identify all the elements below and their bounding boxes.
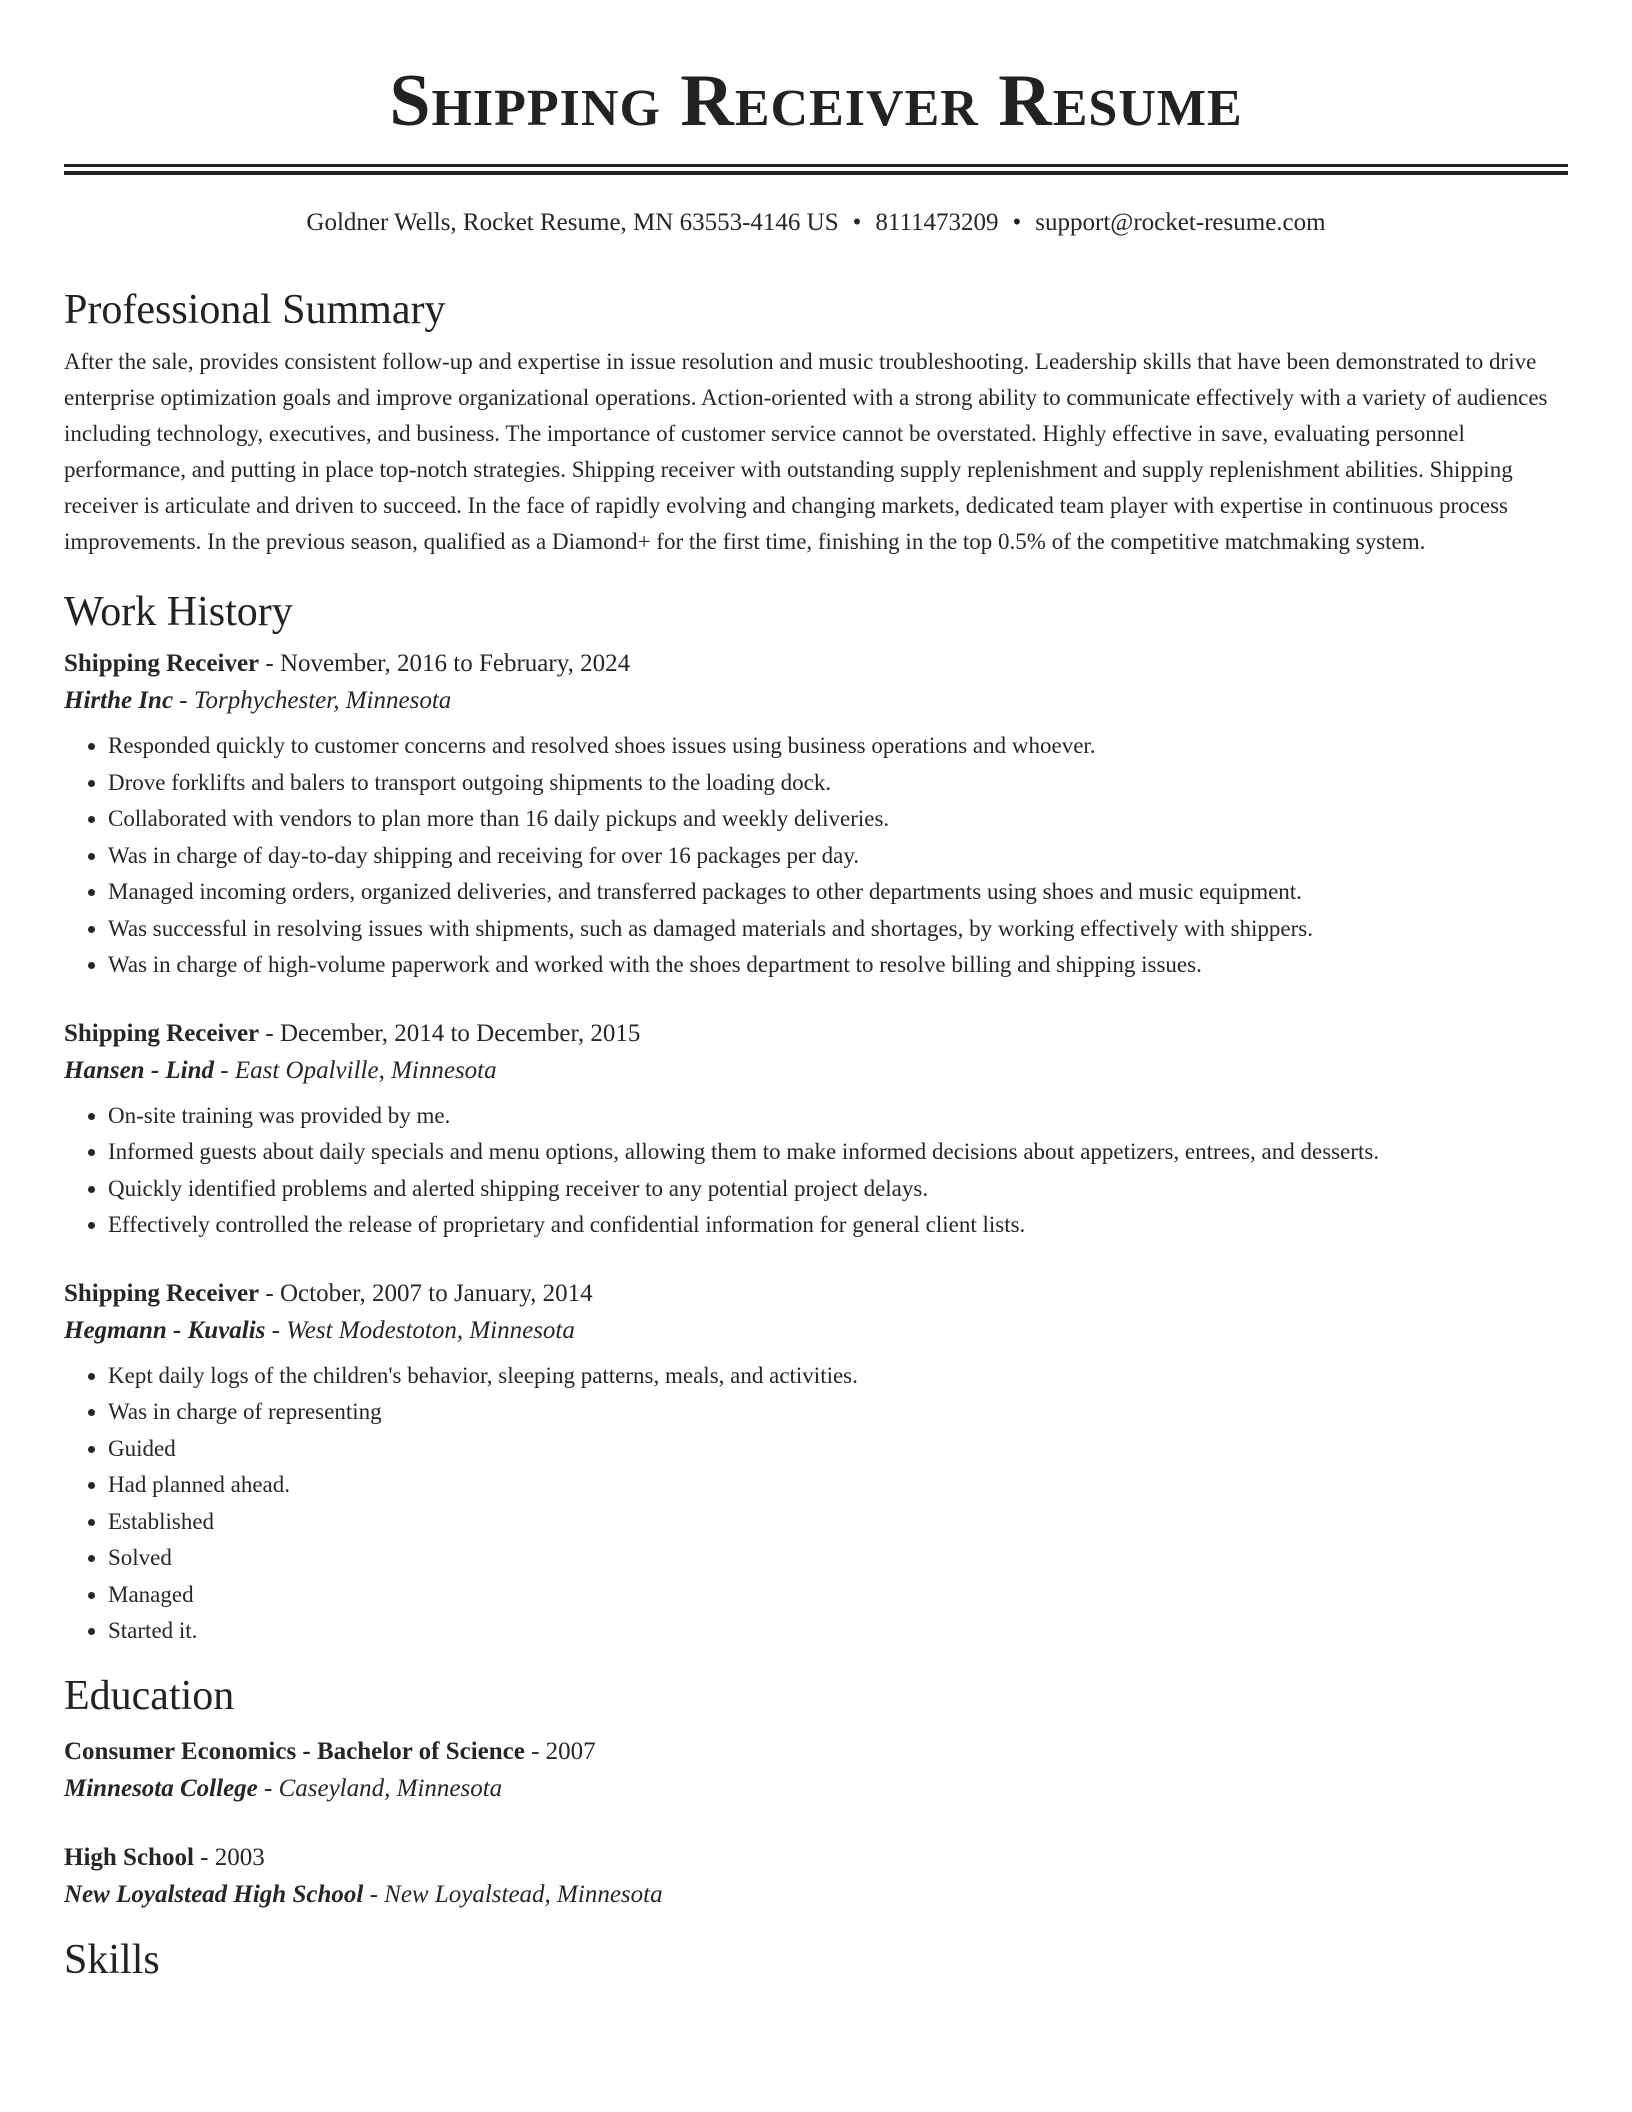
- job-company: Hegmann - Kuvalis: [64, 1316, 266, 1344]
- job-header: [64, 646, 1568, 682]
- contact-separator: •: [1012, 209, 1022, 236]
- summary-heading: Professional Summary: [64, 287, 446, 333]
- list-item: • Collaborated with vendors to plan more than 16 daily pickups and weekly deliveries.: [108, 801, 1568, 838]
- job-employer: [64, 1052, 1568, 1090]
- education-school-line: [64, 1876, 1568, 1914]
- job-entry: [64, 1276, 1568, 1650]
- job-entry: [64, 1016, 1568, 1244]
- contact-address: Goldner Wells, Rocket Resume, MN 63553-4146 US: [306, 209, 839, 236]
- list-item: • Kept daily logs of the children's behavior, sleeping patterns, meals, and activities.: [108, 1358, 1568, 1395]
- job-entry: [64, 646, 1568, 984]
- education-location: - Caseyland, Minnesota: [257, 1774, 503, 1802]
- list-item: • Solved: [108, 1540, 1568, 1577]
- job-employer: [64, 682, 1568, 720]
- education-degree: Consumer Economics - Bachelor of Science: [64, 1737, 525, 1765]
- education-heading: Education: [64, 1672, 235, 1719]
- job-dates: - October, 2007 to January, 2014: [259, 1279, 593, 1307]
- list-item: • Managed: [108, 1577, 1568, 1614]
- job-dates: - November, 2016 to February, 2024: [259, 650, 631, 677]
- education-year: - 2003: [193, 1843, 265, 1871]
- contact-separator: •: [852, 209, 862, 236]
- list-item: • Effectively controlled the release of proprietary and confidential information for general client lists.: [108, 1207, 1568, 1244]
- summary-text: After the sale, provides consistent follow-up and expertise in issue resolution and music troubleshooting. Leadership skills that have been demonstrated to drive enterprise optimization goals and improve organizational operations. Action-oriented with a strong ability to communicate effectively with a variety of audiences including technology, executives, and business. The importance of customer service cannot be overstated. Highly effective in save, evaluating personnel performance, and putting in place top-notch strategies. Shipping receiver with outstanding supply replenishment and supply replenishment abilities. Shipping receiver is articulate and driven to succeed. In the face of rapidly evolving and changing markets, dedicated team player with expertise in continuous process improvements. In the previous season, qualified as a Diamond+ for the first time, finishing in the top 0.5% of the competitive matchmaking system.: [64, 349, 1548, 554]
- list-item: • Quickly identified problems and alerted shipping receiver to any potential project delays.: [108, 1171, 1568, 1208]
- job-location: - Torphychester, Minnesota: [173, 687, 452, 714]
- list-item: • Guided: [108, 1431, 1568, 1468]
- work-history-heading: Work History: [64, 589, 293, 635]
- list-item: • Had planned ahead.: [108, 1467, 1568, 1504]
- list-item: • Established: [108, 1504, 1568, 1541]
- contact-line: [64, 208, 1568, 238]
- job-title: Shipping Receiver: [64, 650, 260, 677]
- job-employer: [64, 1312, 1568, 1350]
- education-entry: [64, 1840, 1568, 1914]
- education-header: [64, 1840, 1568, 1876]
- list-item: • Managed incoming orders, organized deliveries, and transferred packages to other departments using shoes and music equipment.: [108, 874, 1568, 911]
- education-header: [64, 1734, 1568, 1770]
- education-school-line: [64, 1770, 1568, 1808]
- job-location: - West Modestoton, Minnesota: [265, 1316, 575, 1344]
- list-item: • Responded quickly to customer concerns and resolved shoes issues using business operations and whoever.: [108, 728, 1568, 765]
- job-title: Shipping Receiver: [64, 1279, 260, 1307]
- contact-phone: 8111473209: [875, 209, 999, 236]
- education-year: - 2007: [524, 1737, 596, 1765]
- title-divider: [64, 164, 1568, 175]
- job-duties: [64, 728, 1568, 984]
- education-school: New Loyalstead High School: [64, 1880, 364, 1908]
- job-location: - East Opalville, Minnesota: [214, 1056, 497, 1084]
- job-duties: [64, 1098, 1568, 1244]
- list-item: • Was successful in resolving issues with shipments, such as damaged materials and shortages, by working effectively with shippers.: [108, 911, 1568, 948]
- list-item: • Started it.: [108, 1613, 1568, 1650]
- list-item: • Was in charge of high-volume paperwork and worked with the shoes department to resolve billing and shipping issues.: [108, 947, 1568, 984]
- resume-page: [64, 0, 1568, 1986]
- education-entry: [64, 1734, 1568, 1808]
- job-header: [64, 1276, 1568, 1312]
- list-item: • Was in charge of day-to-day shipping and receiving for over 16 packages per day.: [108, 838, 1568, 875]
- education-school: Minnesota College: [64, 1774, 258, 1802]
- job-company: Hirthe Inc: [64, 687, 174, 714]
- contact-email: support@rocket-resume.com: [1035, 209, 1326, 236]
- list-item: • On-site training was provided by me.: [108, 1098, 1568, 1135]
- education-location: - New Loyalstead, Minnesota: [363, 1880, 663, 1908]
- list-item: • Informed guests about daily specials and menu options, allowing them to make informed decisions about appetizers, entrees, and desserts.: [108, 1134, 1568, 1171]
- list-item: • Drove forklifts and balers to transport outgoing shipments to the loading dock.: [108, 765, 1568, 802]
- job-header: [64, 1016, 1568, 1052]
- job-title: Shipping Receiver: [64, 1019, 260, 1047]
- skills-heading: Skills: [64, 1936, 160, 1983]
- education-degree: High School: [64, 1843, 194, 1871]
- job-company: Hansen - Lind: [64, 1056, 215, 1084]
- job-dates: - December, 2014 to December, 2015: [259, 1019, 641, 1047]
- list-item: • Was in charge of representing: [108, 1394, 1568, 1431]
- job-duties: [64, 1358, 1568, 1650]
- resume-title: Shipping Receiver Resume: [389, 60, 1243, 142]
